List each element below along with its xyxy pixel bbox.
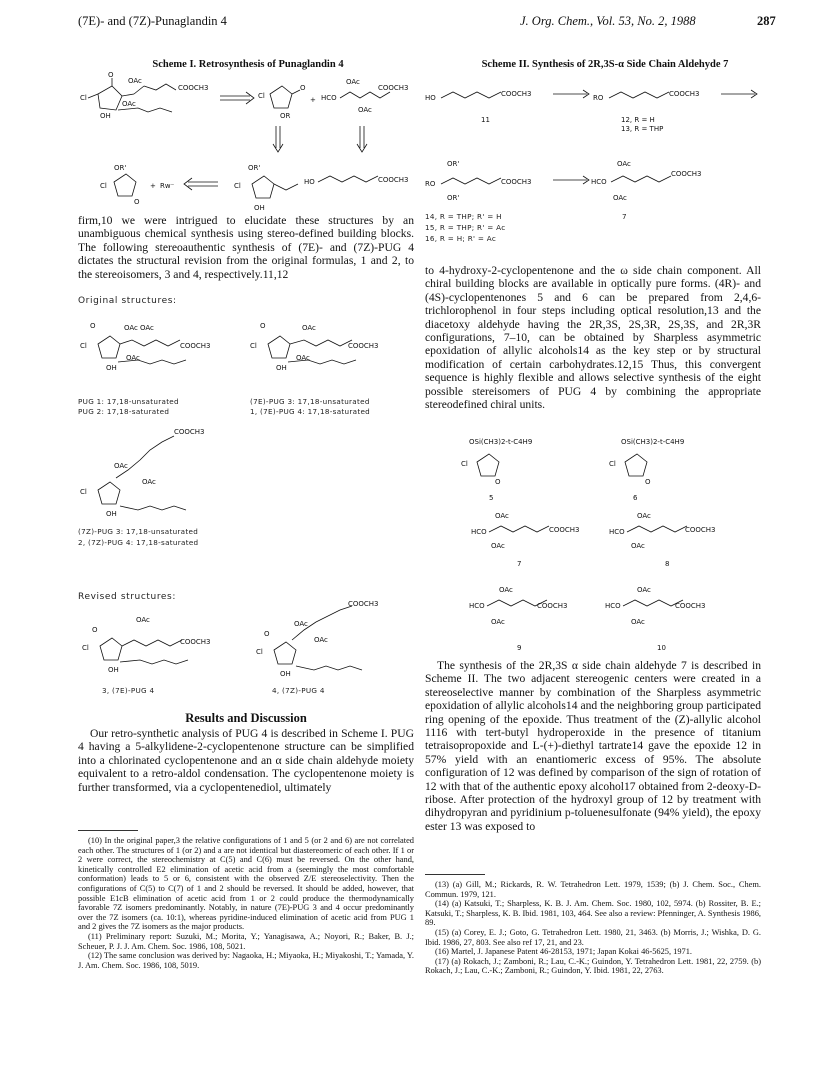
svg-text:Cl: Cl	[80, 94, 87, 102]
arrow-11-12	[553, 90, 589, 98]
compound-10	[605, 586, 706, 652]
scheme1-aldehyde-fragment	[321, 78, 409, 114]
svg-text:OAc: OAc	[124, 324, 138, 332]
svg-text:OAc: OAc	[499, 586, 513, 594]
svg-text:O: O	[260, 322, 266, 330]
svg-text:COOCH3: COOCH3	[174, 428, 205, 436]
orig3-label-a: (7Z)-PUG 3: 17,18-unsaturated	[78, 527, 199, 536]
svg-text:Cl: Cl	[609, 460, 616, 468]
svg-text:+: +	[150, 182, 156, 190]
svg-text:10: 10	[657, 644, 666, 652]
footnote-13: (13) (a) Gill, M.; Rickards, R. W. Tetrahedron Lett. 1979, 1539; (b) J. Chem. Soc., Chem. Commun. 1979, 121.	[425, 880, 761, 899]
svg-text:OH: OH	[280, 670, 291, 678]
svg-text:OAc: OAc	[302, 324, 316, 332]
svg-text:O: O	[90, 322, 96, 330]
svg-text:OH: OH	[254, 204, 265, 212]
svg-text:OAc: OAc	[637, 586, 651, 594]
svg-text:Cl: Cl	[82, 644, 89, 652]
compound-9	[469, 586, 568, 652]
scheme1-cyclopentenediol	[234, 164, 298, 212]
svg-text:OR': OR'	[447, 194, 460, 202]
svg-text:OAc: OAc	[358, 106, 372, 114]
svg-text:HO: HO	[425, 94, 436, 102]
svg-text:COOCH3: COOCH3	[537, 602, 568, 610]
svg-text:COOCH3: COOCH3	[501, 90, 532, 98]
svg-text:OH: OH	[276, 364, 287, 372]
compound-15-label: 15, R = THP; R' = Ac	[425, 223, 506, 232]
footnote-11: (11) Preliminary report: Suzuki, M.; Morita, Y.; Yanagisawa, A.; Noyori, R.; Baker, B. J.; Scheuer, P. J. J. Am. Chem. Soc. 1986, 108, 5021.	[78, 931, 414, 951]
svg-text:COOCH3: COOCH3	[378, 84, 409, 92]
svg-text:12, R = H: 12, R = H	[621, 116, 655, 124]
svg-text:OAc: OAc	[142, 478, 156, 486]
revised-structure-3	[82, 616, 211, 674]
svg-text:COOCH3: COOCH3	[348, 342, 379, 350]
svg-text:OAc: OAc	[631, 618, 645, 626]
svg-text:OAc: OAc	[346, 78, 360, 86]
right-paragraph-1: to 4-hydroxy-2-cyclopentenone and the ω side chain component. All chiral building blocks are available in optically pure forms. (4R)- and (4S)-cyclopentenones 5 and 6 can be prepared from 2,4,6-trichlorophenol in four steps including optical resolution,13 and the diacetoxy aldehyde having the 2R,3S, 2S,3R, 2S,3S, and 2R,3R configurations, 7–10, can be obtained by Sharpless asymmetric epoxidation of allylic alcohols14 as the key step or by structural modification of certain carbohydrates.12,15 Thus, this convergent sequence is highly flexible and allows selective synthesis of the eight possible stereisomers of PUG 4 by combining the appropriate stereodefined chiral units.	[425, 264, 761, 412]
svg-text:COOCH3: COOCH3	[671, 170, 702, 178]
arrow-16-7	[553, 176, 589, 184]
svg-text:RO: RO	[593, 94, 604, 102]
orig2-label-b: 1, (7E)-PUG 4: 17,18-saturated	[250, 407, 371, 416]
footnote-10: (10) In the original paper,3 the relative configurations of 1 and 5 (or 2 and 6) are not correlated each other. The structures of 1 (or 2) and a are not identical but diastereomeric of each other. If 1 or 2 were correct, the stereochemistry at C(5) and C(6) must be reversed. On the other hand, kinetically controlled E2 elimination of acetic acid from a (seemingly the most comfortable conformation) leads to 5 or 6, consistent with the observed Z/E stereoselectivity. Then the configurations of C(5) to C(7) of 1 and 2 should be reversed. It should be added, however, that possible E1cB elimination of acetic acid from 1 or 2 could produce the thermodynamically favorable 7Z isomers predominantly. Notably, in nature (7E)-PUG 3 and 4 occur predominantly over the 7Z isomers (ca. 10:1), whereas pyridine-induced elimination of acetic acid from PUG 1 and 2 gives the 7Z isomers as the major products.	[78, 836, 414, 932]
svg-text:OAc: OAc	[613, 194, 627, 202]
svg-text:HCO: HCO	[471, 528, 487, 536]
compound-7-scheme2	[591, 160, 702, 202]
footnote-14: (14) (a) Katsuki, T.; Sharpless, K. B. J. Am. Chem. Soc. 1980, 102, 5974. (b) Rossiter, B. E.; Katsuki, T.; Sharpless, K. B. Ibid. 1981, 103, 464. See also a review: Pfenninger, A. Synthesis 1986, 89.	[425, 899, 761, 928]
svg-text:OAc: OAc	[126, 354, 140, 362]
svg-text:COOCH3: COOCH3	[180, 638, 211, 646]
compound-5	[461, 438, 532, 502]
svg-text:OAc: OAc	[128, 77, 142, 85]
svg-text:HCO: HCO	[469, 602, 485, 610]
svg-text:OH: OH	[106, 510, 117, 518]
orig1-label-a: PUG 1: 17,18-unsaturated	[78, 397, 179, 406]
svg-text:Cl: Cl	[80, 488, 87, 496]
svg-text:OAc: OAc	[122, 100, 136, 108]
svg-text:13, R = THP: 13, R = THP	[621, 125, 664, 133]
original-structure-1	[80, 322, 211, 372]
svg-text:OAc: OAc	[114, 462, 128, 470]
revised-structures-label: Revised structures:	[78, 592, 176, 602]
svg-text:OH: OH	[108, 666, 119, 674]
compound-12-13	[593, 90, 700, 133]
right-paragraph-2: The synthesis of the 2R,3S α side chain aldehyde 7 is described in Scheme II. The two adjacent stereogenic centers were created in a stereoselective manner by combination of the Sharpless asymmetric epoxidation of allylic alcohols14 and the neighboring group participated ring opening of the epoxide. Thus treatment of the (Z)-allylic alcohol 1116 with tert-butyl hydroperoxide in the presence of titanium tetraisopropoxide and L-(+)-diethyl tartrate14 gave the epoxide 12 in 57% yield with an enantiomeric excess of 95%. The absolute configuration of 12 was defined by comparison of the sign of rotation of 12 with that of the authentic epoxy alcohol17 obtained from 2-deoxy-D-ribose. After protection of the hydroxyl group of 12 by treatment with dihydropyran and pyridinium p-toluenesulfonate (94% yield), the epoxy ester 13 was exposed to	[425, 659, 761, 833]
results-paragraph: Our retro-synthetic analysis of PUG 4 is described in Scheme I. PUG 4 having a 5-alkylidene-2-cyclopentenone structure can be simplified into a chlorinated cyclopentenone and an α side chain aldehyde moiety equivalent to a retro-aldol condensation. The cyclopentenone moiety is further transformed, via a cyclopentenediol, ultimately	[78, 727, 414, 794]
svg-text:Cl: Cl	[461, 460, 468, 468]
svg-text:OAc: OAc	[491, 618, 505, 626]
svg-text:6: 6	[633, 494, 638, 502]
svg-text:HCO: HCO	[591, 178, 607, 186]
original-structures-label: Original structures:	[78, 296, 177, 306]
revised3-label: 3, (7E)-PUG 4	[102, 686, 155, 695]
svg-text:9: 9	[517, 644, 522, 652]
original-structure-2	[250, 322, 379, 372]
compound-11	[425, 90, 532, 124]
svg-text:OSi(CH3)2-t-C4H9: OSi(CH3)2-t-C4H9	[621, 438, 685, 446]
svg-text:OR': OR'	[114, 164, 127, 172]
footnotes-left	[78, 836, 414, 970]
svg-text:5: 5	[489, 494, 494, 502]
scheme1-hydroxycyclopentenone	[100, 164, 140, 206]
footnote-12: (12) The same conclusion was derived by: Nagaoka, H.; Miyaoka, H.; Miyakoshi, T.; Yamada, Y. J. Am. Chem. Soc. 1986, 108, 5019.	[78, 951, 414, 970]
svg-text:COOCH3: COOCH3	[178, 84, 209, 92]
svg-text:COOCH3: COOCH3	[180, 342, 211, 350]
compound-7-label: 7	[622, 212, 627, 221]
retro-arrow-2	[273, 126, 283, 152]
svg-text:Cl: Cl	[80, 342, 87, 350]
compound-14-label: 14, R = THP; R' = H	[425, 212, 502, 221]
page-number: 287	[757, 14, 776, 28]
svg-text:+: +	[310, 96, 316, 104]
original-structures-diagram	[78, 310, 418, 550]
svg-text:OH: OH	[100, 112, 111, 120]
compound-6	[609, 438, 684, 502]
svg-text:COOCH3: COOCH3	[685, 526, 716, 534]
svg-text:O: O	[495, 478, 501, 486]
svg-text:OAc: OAc	[136, 616, 150, 624]
svg-text:O: O	[134, 198, 140, 206]
scheme1-title: Scheme I. Retrosynthesis of Punaglandin 4	[152, 59, 344, 70]
footnote-rule-right	[425, 874, 485, 875]
revised-structures-diagram	[78, 596, 418, 686]
svg-text:OAc: OAc	[140, 324, 154, 332]
retro-arrow-1	[220, 92, 254, 104]
svg-text:Cl: Cl	[258, 92, 265, 100]
svg-text:COOCH3: COOCH3	[501, 178, 532, 186]
original-structure-3	[80, 428, 205, 518]
revised4-label: 4, (7Z)-PUG 4	[272, 686, 325, 695]
svg-text:OR': OR'	[248, 164, 261, 172]
svg-text:Cl: Cl	[100, 182, 107, 190]
svg-text:O: O	[108, 71, 114, 79]
svg-text:O: O	[264, 630, 270, 638]
footnote-16: (16) Martel, J. Japanese Patent 46-28153, 1971; Japan Kokai 46-5625, 1971.	[435, 947, 693, 957]
svg-text:Cl: Cl	[250, 342, 257, 350]
svg-text:11: 11	[481, 116, 490, 124]
svg-text:OR': OR'	[447, 160, 460, 168]
orig3-label-b: 2, (7Z)-PUG 4: 17,18-saturated	[78, 538, 199, 547]
svg-text:8: 8	[665, 560, 670, 568]
svg-text:RO: RO	[425, 180, 436, 188]
svg-text:7: 7	[517, 560, 522, 568]
scheme1-chlorocyclopentenone	[258, 84, 306, 120]
svg-text:COOCH3: COOCH3	[378, 176, 409, 184]
svg-text:COOCH3: COOCH3	[675, 602, 706, 610]
scheme2-title: Scheme II. Synthesis of 2R,3S-α Side Chain Aldehyde 7	[481, 59, 729, 70]
scheme2-diagram	[425, 72, 785, 222]
orig2-label-a: (7E)-PUG 3: 17,18-unsaturated	[250, 397, 370, 406]
svg-text:OAc: OAc	[314, 636, 328, 644]
svg-text:COOCH3: COOCH3	[348, 600, 379, 608]
svg-text:OAc: OAc	[491, 542, 505, 550]
svg-text:O: O	[92, 626, 98, 634]
compound-16-label: 16, R = H; R' = Ac	[425, 234, 497, 243]
scheme1-pug4-structure	[80, 71, 209, 120]
svg-text:Rw⁻: Rw⁻	[160, 182, 175, 190]
svg-text:HCO: HCO	[609, 528, 625, 536]
scheme1-diagram	[78, 72, 418, 212]
scheme1-omega-chain	[304, 176, 409, 186]
svg-text:Cl: Cl	[256, 648, 263, 656]
building-blocks-diagram	[425, 432, 765, 652]
svg-text:OAc: OAc	[631, 542, 645, 550]
svg-text:OAc: OAc	[617, 160, 631, 168]
compound-14-16	[425, 160, 532, 202]
footnotes-right	[425, 880, 761, 976]
svg-text:OAc: OAc	[294, 620, 308, 628]
revised-structure-4	[256, 600, 379, 678]
footnote-rule-left	[78, 830, 138, 831]
compound-8	[609, 512, 716, 568]
svg-text:OAc: OAc	[296, 354, 310, 362]
journal-citation: J. Org. Chem., Vol. 53, No. 2, 1988	[520, 14, 696, 28]
footnote-17: (17) (a) Rokach, J.; Zamboni, R.; Lau, C.-K.; Guindon, Y. Tetrahedron Lett. 1981, 22, 2759. (b) Rokach, J.; Lau, C.-K.; Zamboni, R.; Guindon, Y. Ibid. 1981, 22, 2763.	[425, 956, 761, 976]
compound-7	[471, 512, 580, 568]
svg-text:HO: HO	[304, 178, 315, 186]
svg-text:HCO: HCO	[321, 94, 337, 102]
svg-text:COOCH3: COOCH3	[669, 90, 700, 98]
svg-text:OH: OH	[106, 364, 117, 372]
orig1-label-b: PUG 2: 17,18-saturated	[78, 407, 170, 416]
retro-arrow-4	[184, 178, 218, 190]
svg-text:OSi(CH3)2-t-C4H9: OSi(CH3)2-t-C4H9	[469, 438, 533, 446]
svg-text:Cl: Cl	[234, 182, 241, 190]
retro-arrow-3	[357, 126, 367, 152]
svg-text:HCO: HCO	[605, 602, 621, 610]
intro-paragraph: firm,10 we were intrigued to elucidate these structures by an unambiguous chemical synthesis using stereo-defined building blocks. The following stereoauthentic synthesis of (7E)- and (7Z)-PUG 4 dictates the structural revision from the original formulas, 1 and 2, to the stereoisomers, 3 and 4, respectively.11,12	[78, 214, 414, 281]
section-heading: Results and Discussion	[185, 711, 307, 725]
svg-text:COOCH3: COOCH3	[549, 526, 580, 534]
svg-text:O: O	[300, 84, 306, 92]
svg-text:OR: OR	[280, 112, 291, 120]
footnote-15: (15) (a) Corey, E. J.; Goto, G. Tetrahedron Lett. 1980, 21, 3463. (b) Morris, J.; Wishka, D. G. Ibid. 1986, 27, 803. See also ref 17, 21, and 23.	[425, 927, 761, 947]
running-header-title: (7E)- and (7Z)-Punaglandin 4	[78, 14, 227, 28]
svg-text:OAc: OAc	[495, 512, 509, 520]
svg-text:O: O	[645, 478, 651, 486]
svg-text:OAc: OAc	[637, 512, 651, 520]
arrow-13-14	[721, 90, 757, 98]
